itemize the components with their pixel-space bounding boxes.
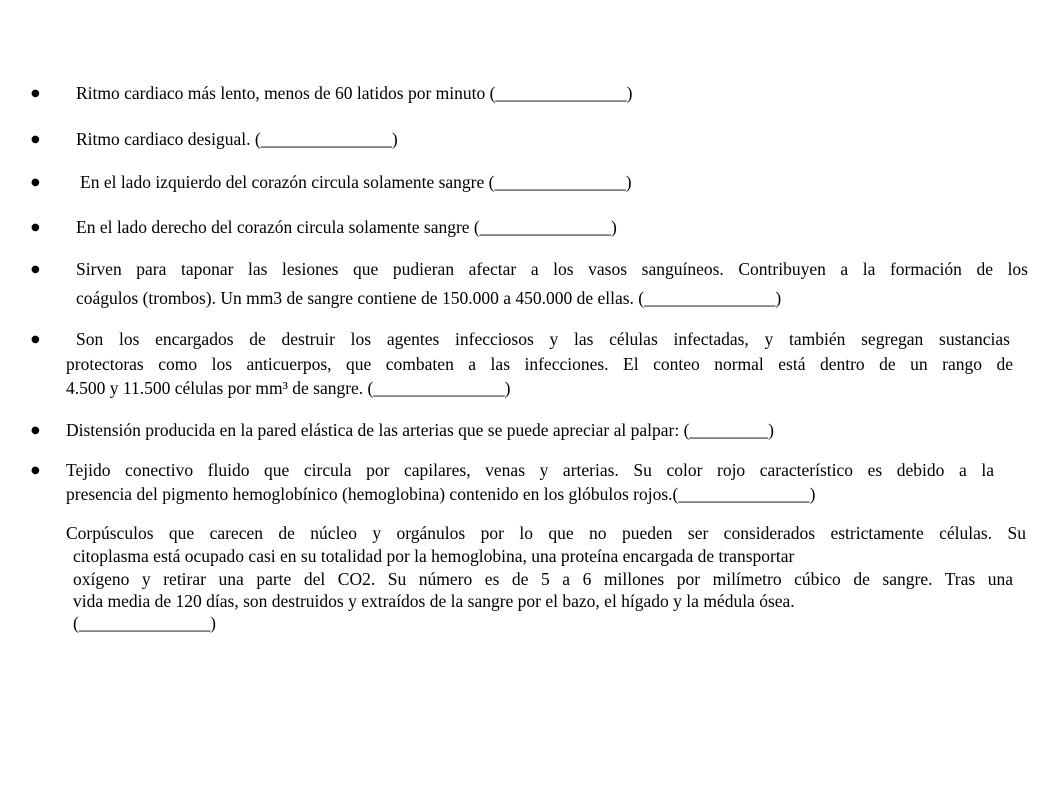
paragraph-line-3: oxígeno y retirar una parte del CO2. Su número es de 5 a 6 millones por milímetro cúbico de sangre. Tras una (73, 569, 1013, 589)
item-5-line-1: Sirven para taponar las lesiones que pudieran afectar a los vasos sanguíneos. Contribuyen a la formación de los (76, 259, 1028, 279)
item-1-line-1: Ritmo cardiaco más lento, menos de 60 latidos por minuto (_______________) (76, 83, 633, 103)
bullet-icon: ● (31, 134, 40, 145)
bullet-icon: ● (31, 465, 40, 476)
bullet-icon: ● (31, 264, 40, 275)
item-6-line-3: 4.500 y 11.500 células por mm³ de sangre. (_______________) (66, 378, 511, 398)
item-6-line-1: Son los encargados de destruir los agentes infecciosos y las células infectadas, y también segregan sustancias (76, 329, 1010, 349)
item-6-line-2: protectoras como los anticuerpos, que combaten a las infecciones. El conteo normal está dentro de un rango de (66, 354, 1013, 374)
bullet-icon: ● (31, 334, 40, 345)
item-4-line-1: En el lado derecho del corazón circula solamente sangre (_______________) (76, 217, 617, 237)
paragraph-line-4: vida media de 120 días, son destruidos y extraídos de la sangre por el bazo, el hígado y la médula ósea. (73, 591, 795, 611)
paragraph-line-5: (_______________) (73, 613, 216, 633)
item-8-line-2: presencia del pigmento hemoglobínico (hemoglobina) contenido en los glóbulos rojos.(_______________) (66, 484, 816, 504)
item-7-line-1: Distensión producida en la pared elástica de las arterias que se puede apreciar al palpar: (_________) (66, 420, 774, 440)
paragraph-line-2: citoplasma está ocupado casi en su totalidad por la hemoglobina, una proteína encargada de transportar (73, 546, 795, 566)
bullet-icon: ● (31, 425, 40, 436)
item-8-line-1: Tejido conectivo fluido que circula por capilares, venas y arterias. Su color rojo característico es debido a la (66, 460, 994, 480)
item-2-line-1: Ritmo cardiaco desigual. (_______________) (76, 129, 398, 149)
item-5-line-2: coágulos (trombos). Un mm3 de sangre contiene de 150.000 a 450.000 de ellas. (_______________) (76, 288, 782, 308)
bullet-icon: ● (31, 222, 40, 233)
bullet-icon: ● (31, 88, 40, 99)
bullet-icon: ● (31, 177, 40, 188)
item-3-line-1: En el lado izquierdo del corazón circula solamente sangre (_______________) (80, 172, 632, 192)
paragraph-line-1: Corpúsculos que carecen de núcleo y orgánulos por lo que no pueden ser considerados estrictamente células. Su (66, 523, 1026, 543)
